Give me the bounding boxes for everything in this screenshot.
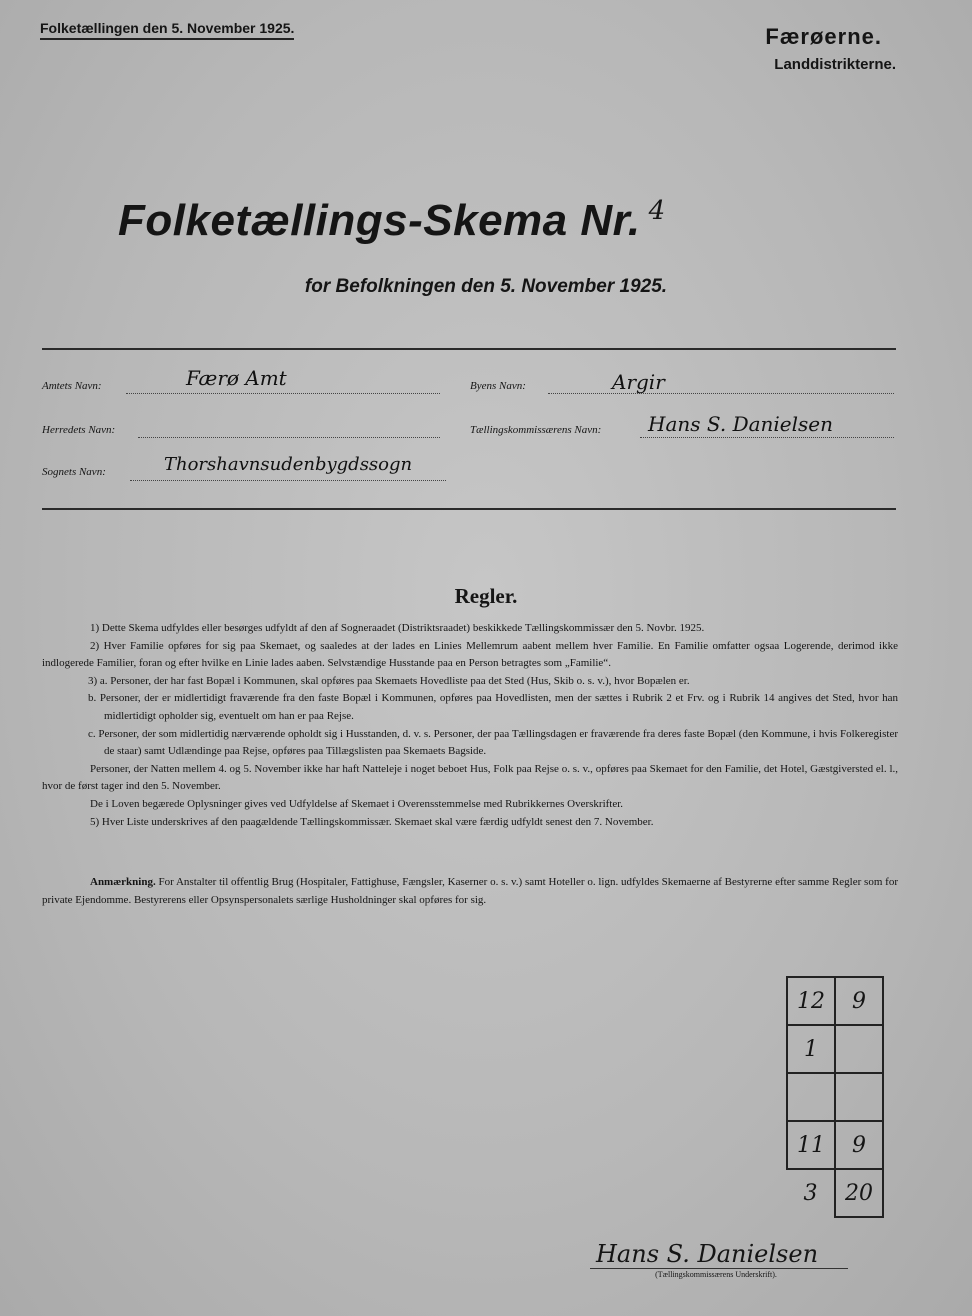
tally-cell	[835, 1073, 883, 1121]
census-header-title: Folketællingen den 5. November 1925.	[40, 20, 294, 40]
tally-cell: 12	[787, 977, 835, 1025]
tally-cell: 9	[835, 1121, 883, 1169]
amt-label: Amtets Navn:	[42, 380, 102, 392]
annotation-label: Anmærkning.	[90, 876, 156, 888]
rule-1: 1) Dette Skema udfyldes eller besørges udfyldt af den af Sogneraadet (Distriktsraadet) beskikkede Tællingskommissær den 5. Novbr. 1925.	[90, 622, 705, 634]
divider-top	[42, 348, 896, 350]
rules-text	[42, 620, 898, 831]
annotation-text: For Anstalter til offentlig Brug (Hospitaler, Fattighuse, Fængsler, Kaserner o. s. v.) samt Hoteller o. lign. udfyldes Skemaerne af Bestyrerne efter samme Regler som for private Ejendomme. Bestyrerens eller Opsynspersonalets særlige Husholdninger skal opføres for sig.	[42, 876, 899, 906]
sogn-value: Thorshavnsudenbygdssogn	[164, 454, 413, 475]
tally-cell: 20	[835, 1169, 883, 1217]
kommissaer-line	[640, 437, 894, 438]
tally-row	[787, 1121, 883, 1169]
kommissaer-value: Hans S. Danielsen	[648, 412, 834, 436]
tally-cell: 9	[835, 977, 883, 1025]
rule-3c: c. Personer, der som midlertidig nærværende opholdt sig i Husstanden, d. v. s. Personer, der paa Tællingsdagen er fraværende fra deres faste Bopæl (den Kommune, i hvis Folkeregister de staar) samt Udlændinge paa Rejse, opføres paa Tillægslisten paa Skemaets Bagside.	[88, 727, 898, 758]
rule-4: De i Loven begærede Oplysninger gives ved Udfyldelse af Skemaet i Overensstemmelse med Rubrikkernes Overskrifter.	[90, 797, 624, 810]
tally-cell: 11	[787, 1121, 835, 1169]
signature-label: (Tællingskommissærens Underskrift).	[655, 1270, 777, 1279]
tally-row	[787, 1025, 883, 1073]
by-value: Argir	[612, 370, 665, 394]
by-line	[548, 393, 894, 394]
herred-line	[138, 437, 440, 438]
rule-3b: b. Personer, der er midlertidigt fraværende fra den faste Bopæl i Kommunen, opføres paa Hovedlisten, men der sættes i Rubrik 2 et Frv. og i Rubrik 14 angives det Sted, hvor han midlertidigt opholder sig, eventuelt om han er paa Rejse.	[88, 692, 898, 722]
rule-2: 2) Hver Familie opføres for sig paa Skemaet, og saaledes at der lades en Linies Mellemrum aabent mellem hver Familie. En Familie omfatter ogsaa Logerende, derimod ikke indlogerede Familier, foran og efter hvilke en Linie lades aaben. Selvstændige Husstande paa en Person betragtes som „Familie“.	[42, 639, 898, 670]
tally-cell	[787, 1073, 835, 1121]
district-name: Landdistrikterne.	[774, 56, 896, 73]
form-number: 4	[648, 196, 666, 227]
signature-handwriting: Hans S. Danielsen	[596, 1240, 819, 1268]
form-title	[118, 196, 666, 246]
tally-cell: 3	[787, 1169, 835, 1217]
signature-line	[590, 1268, 848, 1269]
tally-cell	[835, 1025, 883, 1073]
region-name: Færøerne.	[765, 24, 882, 49]
kommissaer-label: Tællingskommissærens Navn:	[470, 424, 602, 436]
rule-3a: 3) a. Personer, der har fast Bopæl i Kommunen, skal opføres paa Skemaets Hovedliste paa det Sted (Hus, Skib o. s. v.), hvor Bopælen er.	[88, 674, 690, 687]
tally-row	[787, 1073, 883, 1121]
divider-bottom	[42, 508, 896, 510]
sogn-label: Sognets Navn:	[42, 466, 106, 478]
rule-5: 5) Hver Liste underskrives af den paagældende Tællingskommissær. Skemaet skal være færdig udfyldt senest den 7. November.	[90, 815, 654, 828]
form-subtitle: for Befolkningen den 5. November 1925.	[304, 276, 668, 297]
herred-label: Herredets Navn:	[42, 424, 116, 436]
sogn-line	[130, 480, 446, 481]
rule-3d: Personer, der Natten mellem 4. og 5. November ikke har haft Natteleje i noget beboet Hus, Folk paa Rejse o. s. v., opføres paa Skemaet for den Familie, det Hotel, Gæstgiversted el. l., hvor de først tager ind den 5. November.	[42, 762, 898, 793]
amt-value: Færø Amt	[186, 366, 287, 390]
tally-table	[786, 976, 884, 1218]
tally-cell: 1	[787, 1025, 835, 1073]
tally-row	[787, 977, 883, 1025]
form-title-text: Folketællings-Skema Nr.	[118, 196, 641, 245]
by-label: Byens Navn:	[470, 380, 526, 392]
rules-title: Regler.	[454, 584, 518, 608]
tally-row	[787, 1169, 883, 1217]
annotation-paragraph	[42, 874, 898, 909]
amt-line	[126, 393, 440, 394]
